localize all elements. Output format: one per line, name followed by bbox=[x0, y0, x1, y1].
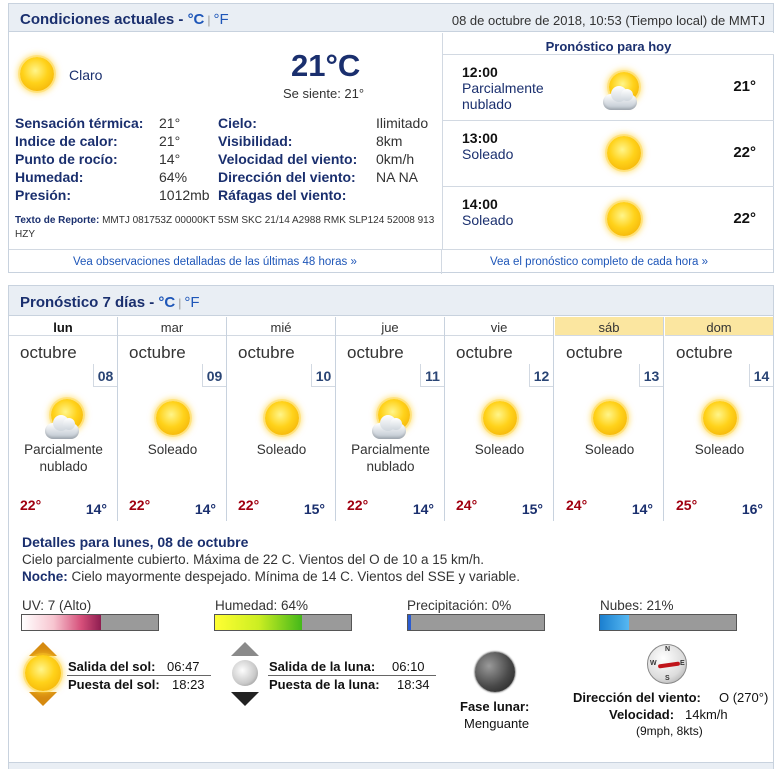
current-footer bbox=[9, 249, 773, 273]
hour-condition bbox=[462, 212, 513, 228]
day-month: octubre bbox=[129, 343, 186, 362]
day-high-temp: 24° bbox=[456, 497, 478, 513]
day-condition bbox=[336, 441, 445, 475]
day-condition-line1: Soleado bbox=[147, 442, 198, 457]
observations-48h-link[interactable]: Vea observaciones detalladas de las últimas 48 horas » bbox=[73, 256, 357, 268]
wind-direction-label: Dirección del viento: bbox=[573, 690, 701, 705]
day-column-lun bbox=[9, 317, 118, 521]
moonrise-time: 06:10 bbox=[392, 659, 425, 674]
day-column-mié bbox=[227, 317, 336, 521]
seven-day-panel bbox=[8, 285, 774, 769]
day-condition bbox=[9, 441, 118, 475]
unit-fahrenheit-toggle[interactable]: °F bbox=[213, 11, 229, 28]
moonrise-moonset-icon bbox=[222, 642, 268, 708]
hour-condition-line2: nublado bbox=[462, 96, 512, 112]
day-condition bbox=[555, 441, 664, 458]
feels-like: Se siente: 21° bbox=[283, 86, 365, 101]
report-label: Texto de Reporte: bbox=[15, 215, 100, 226]
sunny-icon bbox=[259, 397, 307, 439]
moon-rule bbox=[268, 675, 436, 676]
day-column-mar bbox=[118, 317, 227, 521]
day-column-jue bbox=[336, 317, 445, 521]
stat-value: 0km/h bbox=[376, 151, 415, 167]
current-conditions-title bbox=[20, 11, 229, 28]
clouds-gauge bbox=[599, 614, 737, 631]
day-month: octubre bbox=[238, 343, 295, 362]
current-observation bbox=[9, 33, 441, 249]
day-low-temp: 14° bbox=[85, 501, 107, 517]
day-low-temp: 14° bbox=[412, 501, 434, 517]
day-date: 14 bbox=[749, 364, 773, 387]
sunny-icon bbox=[607, 202, 641, 236]
details-day: Cielo parcialmente cubierto. Máxima de 22 C. Vientos del O de 10 a 15 km/h. bbox=[22, 552, 484, 567]
stat-label: Velocidad del viento: bbox=[218, 151, 358, 167]
day-condition-line2: nublado bbox=[366, 459, 415, 474]
sunset-time: 18:23 bbox=[172, 677, 205, 692]
unit-fahrenheit-toggle[interactable]: °F bbox=[184, 294, 200, 311]
report-text: MMTJ 081753Z 00000KT 5SM SKC 21/14 A2988 RMK SLP124 52008 913 HZY bbox=[15, 215, 435, 240]
details-night-text: Cielo mayormente despejado. Mínima de 14 C. Vientos del SSE y variable. bbox=[67, 569, 521, 584]
day-name: jue bbox=[336, 317, 444, 336]
day-low-temp: 15° bbox=[303, 501, 325, 517]
moonset-time: 18:34 bbox=[397, 677, 430, 692]
stat-value: 64% bbox=[159, 169, 188, 185]
sun-rule bbox=[67, 675, 211, 676]
moon-phase-value: Menguante bbox=[464, 716, 530, 731]
unit-pipe: | bbox=[207, 13, 211, 27]
day-columns bbox=[9, 317, 773, 521]
hour-time: 12:00 bbox=[462, 64, 498, 80]
precipitation-label: Precipitación: 0% bbox=[407, 598, 512, 613]
day-date: 12 bbox=[529, 364, 553, 387]
hour-condition bbox=[462, 146, 513, 162]
day-month: octubre bbox=[566, 343, 623, 362]
observation-timestamp: 08 de octubre de 2018, 10:53 (Tiempo local) de MMTJ bbox=[451, 13, 765, 28]
day-condition bbox=[227, 441, 336, 458]
hour-time: 14:00 bbox=[462, 196, 498, 212]
day-name: vie bbox=[445, 317, 553, 336]
hour-condition-line1: Soleado bbox=[462, 212, 514, 228]
stat-label: Dirección del viento: bbox=[218, 169, 356, 185]
sunny-icon bbox=[587, 397, 635, 439]
partly-cloudy-icon bbox=[601, 70, 647, 110]
hourly-forecast-link[interactable]: Vea el pronóstico completo de cada hora » bbox=[490, 256, 709, 268]
day-name: mié bbox=[227, 317, 335, 336]
unit-celsius-toggle[interactable]: °C bbox=[158, 294, 176, 311]
day-low-temp: 15° bbox=[521, 501, 543, 517]
today-forecast bbox=[442, 33, 774, 249]
wind-speed-label: Velocidad: bbox=[609, 707, 675, 722]
partly-cloudy-icon bbox=[368, 397, 416, 439]
moon-phase-icon bbox=[475, 652, 515, 692]
day-column-dom bbox=[665, 317, 773, 521]
day-high-temp: 22° bbox=[238, 497, 260, 513]
stat-value: 14° bbox=[159, 151, 181, 167]
humidity-gauge-fill bbox=[215, 615, 302, 630]
day-condition bbox=[118, 441, 227, 458]
day-name: mar bbox=[118, 317, 226, 336]
hour-condition bbox=[462, 80, 544, 112]
current-conditions-panel bbox=[8, 3, 774, 273]
hour-temperature: 21° bbox=[733, 78, 756, 95]
hour-condition-line1: Soleado bbox=[462, 146, 514, 162]
day-condition-line2: nublado bbox=[39, 459, 88, 474]
uv-label: UV: 7 (Alto) bbox=[22, 598, 92, 613]
sunny-icon bbox=[477, 397, 525, 439]
day-condition-line1: Soleado bbox=[474, 442, 525, 457]
partly-cloudy-icon bbox=[41, 397, 89, 439]
day-high-temp: 22° bbox=[129, 497, 151, 513]
humidity-gauge bbox=[214, 614, 352, 631]
sunrise-time: 06:47 bbox=[167, 659, 200, 674]
sunny-icon bbox=[607, 136, 641, 170]
stat-label: Punto de rocío: bbox=[15, 151, 118, 167]
hourly-row bbox=[443, 56, 774, 121]
stat-value: 8km bbox=[376, 133, 403, 149]
wind-speed-value: 14km/h bbox=[685, 707, 728, 722]
hourly-row bbox=[443, 122, 774, 187]
current-temperature: 21°C bbox=[291, 48, 361, 83]
unit-pipe: | bbox=[178, 296, 182, 310]
stat-label: Ráfagas del viento: bbox=[218, 187, 347, 203]
wind-direction-value: O (270°) bbox=[719, 690, 769, 705]
footer-divider bbox=[441, 250, 442, 274]
day-date: 09 bbox=[202, 364, 226, 387]
stat-value: Ilimitado bbox=[376, 115, 429, 131]
day-high-temp: 25° bbox=[676, 497, 698, 513]
clouds-label: Nubes: 21% bbox=[600, 598, 674, 613]
day-month: octubre bbox=[676, 343, 733, 362]
sunrise-label: Salida del sol: bbox=[68, 659, 156, 674]
day-column-vie bbox=[445, 317, 554, 521]
wind-compass-icon: N S E W bbox=[647, 644, 687, 684]
day-condition bbox=[665, 441, 774, 458]
day-high-temp: 22° bbox=[347, 497, 369, 513]
current-conditions-header bbox=[9, 4, 773, 32]
stat-label: Indice de calor: bbox=[15, 133, 118, 149]
details-night bbox=[22, 569, 520, 584]
unit-separator: - bbox=[145, 294, 159, 311]
day-low-temp: 14° bbox=[194, 501, 216, 517]
stat-label: Presión: bbox=[15, 187, 72, 203]
day-name: dom bbox=[665, 317, 773, 336]
day-name: sáb bbox=[555, 317, 663, 336]
stat-label: Humedad: bbox=[15, 169, 84, 185]
day-high-temp: 22° bbox=[20, 497, 42, 513]
details-night-label: Noche: bbox=[22, 569, 68, 584]
sunrise-sunset-icon bbox=[21, 642, 65, 708]
hour-condition-line1: Parcialmente bbox=[462, 80, 544, 96]
stat-value: 1012mb bbox=[159, 187, 210, 203]
stat-label: Visibilidad: bbox=[218, 133, 293, 149]
stat-value: 21° bbox=[159, 133, 181, 149]
sunset-label: Puesta del sol: bbox=[68, 677, 160, 692]
current-condition: Claro bbox=[69, 67, 103, 83]
precipitation-gauge-fill bbox=[408, 615, 411, 630]
seven-day-header bbox=[9, 286, 773, 316]
day-column-sáb bbox=[555, 317, 664, 521]
day-condition bbox=[445, 441, 554, 458]
current-title-text: Condiciones actuales bbox=[20, 11, 175, 28]
day-low-temp: 14° bbox=[631, 501, 653, 517]
day-date: 13 bbox=[639, 364, 663, 387]
day-condition-line1: Soleado bbox=[256, 442, 307, 457]
sunny-icon bbox=[20, 57, 54, 91]
unit-celsius-toggle[interactable]: °C bbox=[187, 11, 205, 28]
day-condition-line1: Soleado bbox=[584, 442, 635, 457]
day-condition-line1: Soleado bbox=[694, 442, 745, 457]
day-low-temp: 16° bbox=[741, 501, 763, 517]
day-date: 08 bbox=[93, 364, 117, 387]
stat-value: NA NA bbox=[376, 169, 419, 185]
day-month: octubre bbox=[456, 343, 513, 362]
day-high-temp: 24° bbox=[566, 497, 588, 513]
uv-gauge bbox=[21, 614, 159, 631]
hour-temperature: 22° bbox=[733, 144, 756, 161]
stat-value: 21° bbox=[159, 115, 181, 131]
sunny-icon bbox=[697, 397, 745, 439]
day-condition-line1: Parcialmente bbox=[24, 442, 103, 457]
hour-time: 13:00 bbox=[462, 130, 498, 146]
day-month: octubre bbox=[20, 343, 77, 362]
moonrise-label: Salida de la luna: bbox=[269, 659, 376, 674]
day-date: 11 bbox=[420, 364, 444, 387]
sunny-icon bbox=[150, 397, 198, 439]
day-condition-line1: Parcialmente bbox=[351, 442, 430, 457]
hour-temperature: 22° bbox=[733, 210, 756, 227]
day-month: octubre bbox=[347, 343, 404, 362]
seven-day-title bbox=[20, 294, 200, 311]
day-name: lun bbox=[9, 317, 117, 336]
clouds-gauge-fill bbox=[600, 615, 629, 630]
wind-speed-alt: (9mph, 8kts) bbox=[636, 724, 703, 738]
moon-phase-label: Fase lunar: bbox=[460, 699, 530, 714]
next-panel-edge bbox=[8, 762, 774, 769]
stat-label: Cielo: bbox=[218, 115, 257, 131]
seven-day-title-text: Pronóstico 7 días bbox=[20, 294, 146, 311]
stat-label: Sensación térmica: bbox=[15, 115, 144, 131]
metar-report bbox=[15, 214, 435, 242]
precipitation-gauge bbox=[407, 614, 545, 631]
details-title: Detalles para lunes, 08 de octubre bbox=[22, 534, 249, 550]
uv-gauge-fill bbox=[22, 615, 101, 630]
today-forecast-title: Pronóstico para hoy bbox=[443, 33, 774, 55]
day-date: 10 bbox=[311, 364, 335, 387]
hourly-row bbox=[443, 188, 774, 249]
moonset-label: Puesta de la luna: bbox=[269, 677, 380, 692]
humidity-label: Humedad: 64% bbox=[215, 598, 309, 613]
unit-separator: - bbox=[174, 11, 188, 28]
